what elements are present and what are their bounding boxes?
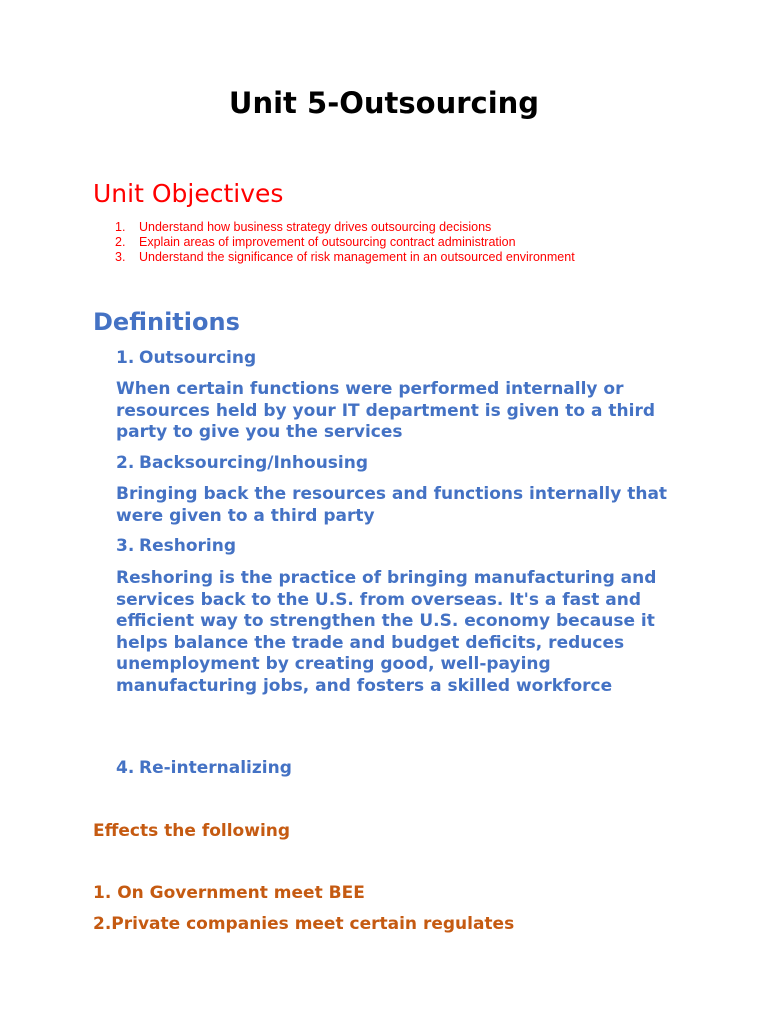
effect-item: 2.Private companies meet certain regulates (93, 914, 515, 934)
definition-term (116, 348, 256, 368)
definition-number: 2. (116, 453, 135, 473)
objectives-heading: Unit Objectives (93, 179, 284, 208)
definition-term (116, 758, 292, 778)
definition-text: Reshoring is the practice of bringing manufacturing and services back to the U.S. from overseas. It's a fast and efficient way to strengthen the U.S. economy because it helps balance the trade and budget deficits, reduces unemployment by creating good, well-paying manufacturing jobs, and fosters a skilled workforce (116, 568, 657, 696)
definition-term-text: Outsourcing (139, 348, 257, 368)
list-number: 2. (115, 235, 126, 249)
definition-text: Bringing back the resources and functions internally that were given to a third party (116, 484, 668, 526)
list-text: Understand the significance of risk management in an outsourced environment (139, 250, 575, 264)
effects-heading: Effects the following (93, 821, 291, 841)
definition-number: 1. (116, 348, 135, 368)
page-title: Unit 5-Outsourcing (228, 86, 540, 120)
definition-number: 3. (116, 536, 135, 556)
list-text: Understand how business strategy drives outsourcing decisions (139, 220, 492, 234)
definitions-heading: Definitions (93, 308, 240, 336)
list-number: 1. (115, 220, 126, 234)
definition-text: When certain functions were performed internally or resources held by your IT department is given to a third party to give you the services (116, 379, 656, 442)
objectives-list (93, 220, 575, 265)
definition-term-text: Re-internalizing (139, 758, 292, 778)
list-item (93, 235, 575, 250)
effect-item: 1. On Government meet BEE (93, 883, 365, 903)
definition-term-text: Backsourcing/Inhousing (139, 453, 369, 473)
list-item (93, 220, 575, 235)
definition-term-text: Reshoring (139, 536, 237, 556)
list-text: Explain areas of improvement of outsourcing contract administration (139, 235, 516, 249)
definition-term (116, 536, 236, 556)
definition-term (116, 453, 368, 473)
list-number: 3. (115, 250, 126, 264)
definition-number: 4. (116, 758, 135, 778)
list-item (93, 250, 575, 265)
